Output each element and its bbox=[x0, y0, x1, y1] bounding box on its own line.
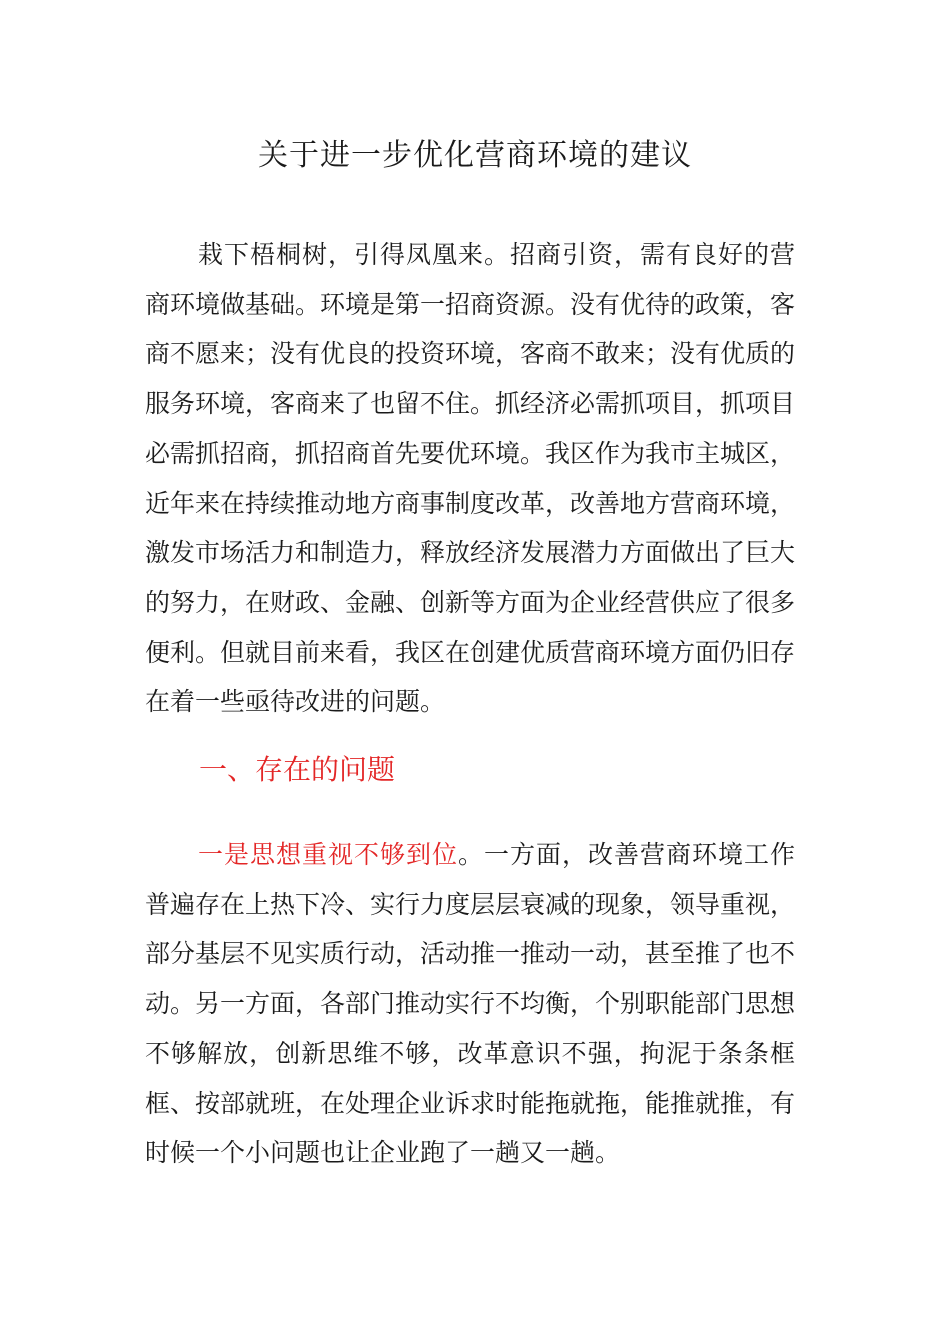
point-body-text: 。一方面，改善营商环境工作普遍存在上热下冷、实行力度层层衰减的现象，领导重视，部分基层不见实质行动，活动推一推动一动，甚至推了也不动。另一方面，各部门推动实行不均衡，个别职能部门思想不够解放，创新思维不够，改革意识不强，拘泥于条条框框、按部就班，在处理企业诉求时能拖就拖，能推就推，有时候一个小问题也让企业跑了一趟又一趟。 bbox=[145, 840, 796, 1168]
point-paragraph-1 bbox=[145, 830, 795, 1178]
intro-paragraph: 栽下梧桐树，引得凤凰来。招商引资，需有良好的营商环境做基础。环境是第一招商资源。没有优待的政策，客商不愿来；没有优良的投资环境，客商不敢来；没有优质的服务环境，客商来了也留不住。抓经济必需抓项目，抓项目必需抓招商，抓招商首先要优环境。我区作为我市主城区，近年来在持续推动地方商事制度改革，改善地方营商环境，激发市场活力和制造力，释放经济发展潜力方面做出了巨大的努力，在财政、金融、创新等方面为企业经营供应了很多便利。但就目前来看，我区在创建优质营商环境方面仍旧存在着一些亟待改进的问题。 bbox=[145, 240, 796, 717]
point-lead-text: 一是思想重视不够到位 bbox=[198, 840, 458, 869]
section-heading: 一、存在的问题 bbox=[199, 753, 396, 786]
document-title: 关于进一步优化营商环境的建议 bbox=[258, 138, 692, 173]
